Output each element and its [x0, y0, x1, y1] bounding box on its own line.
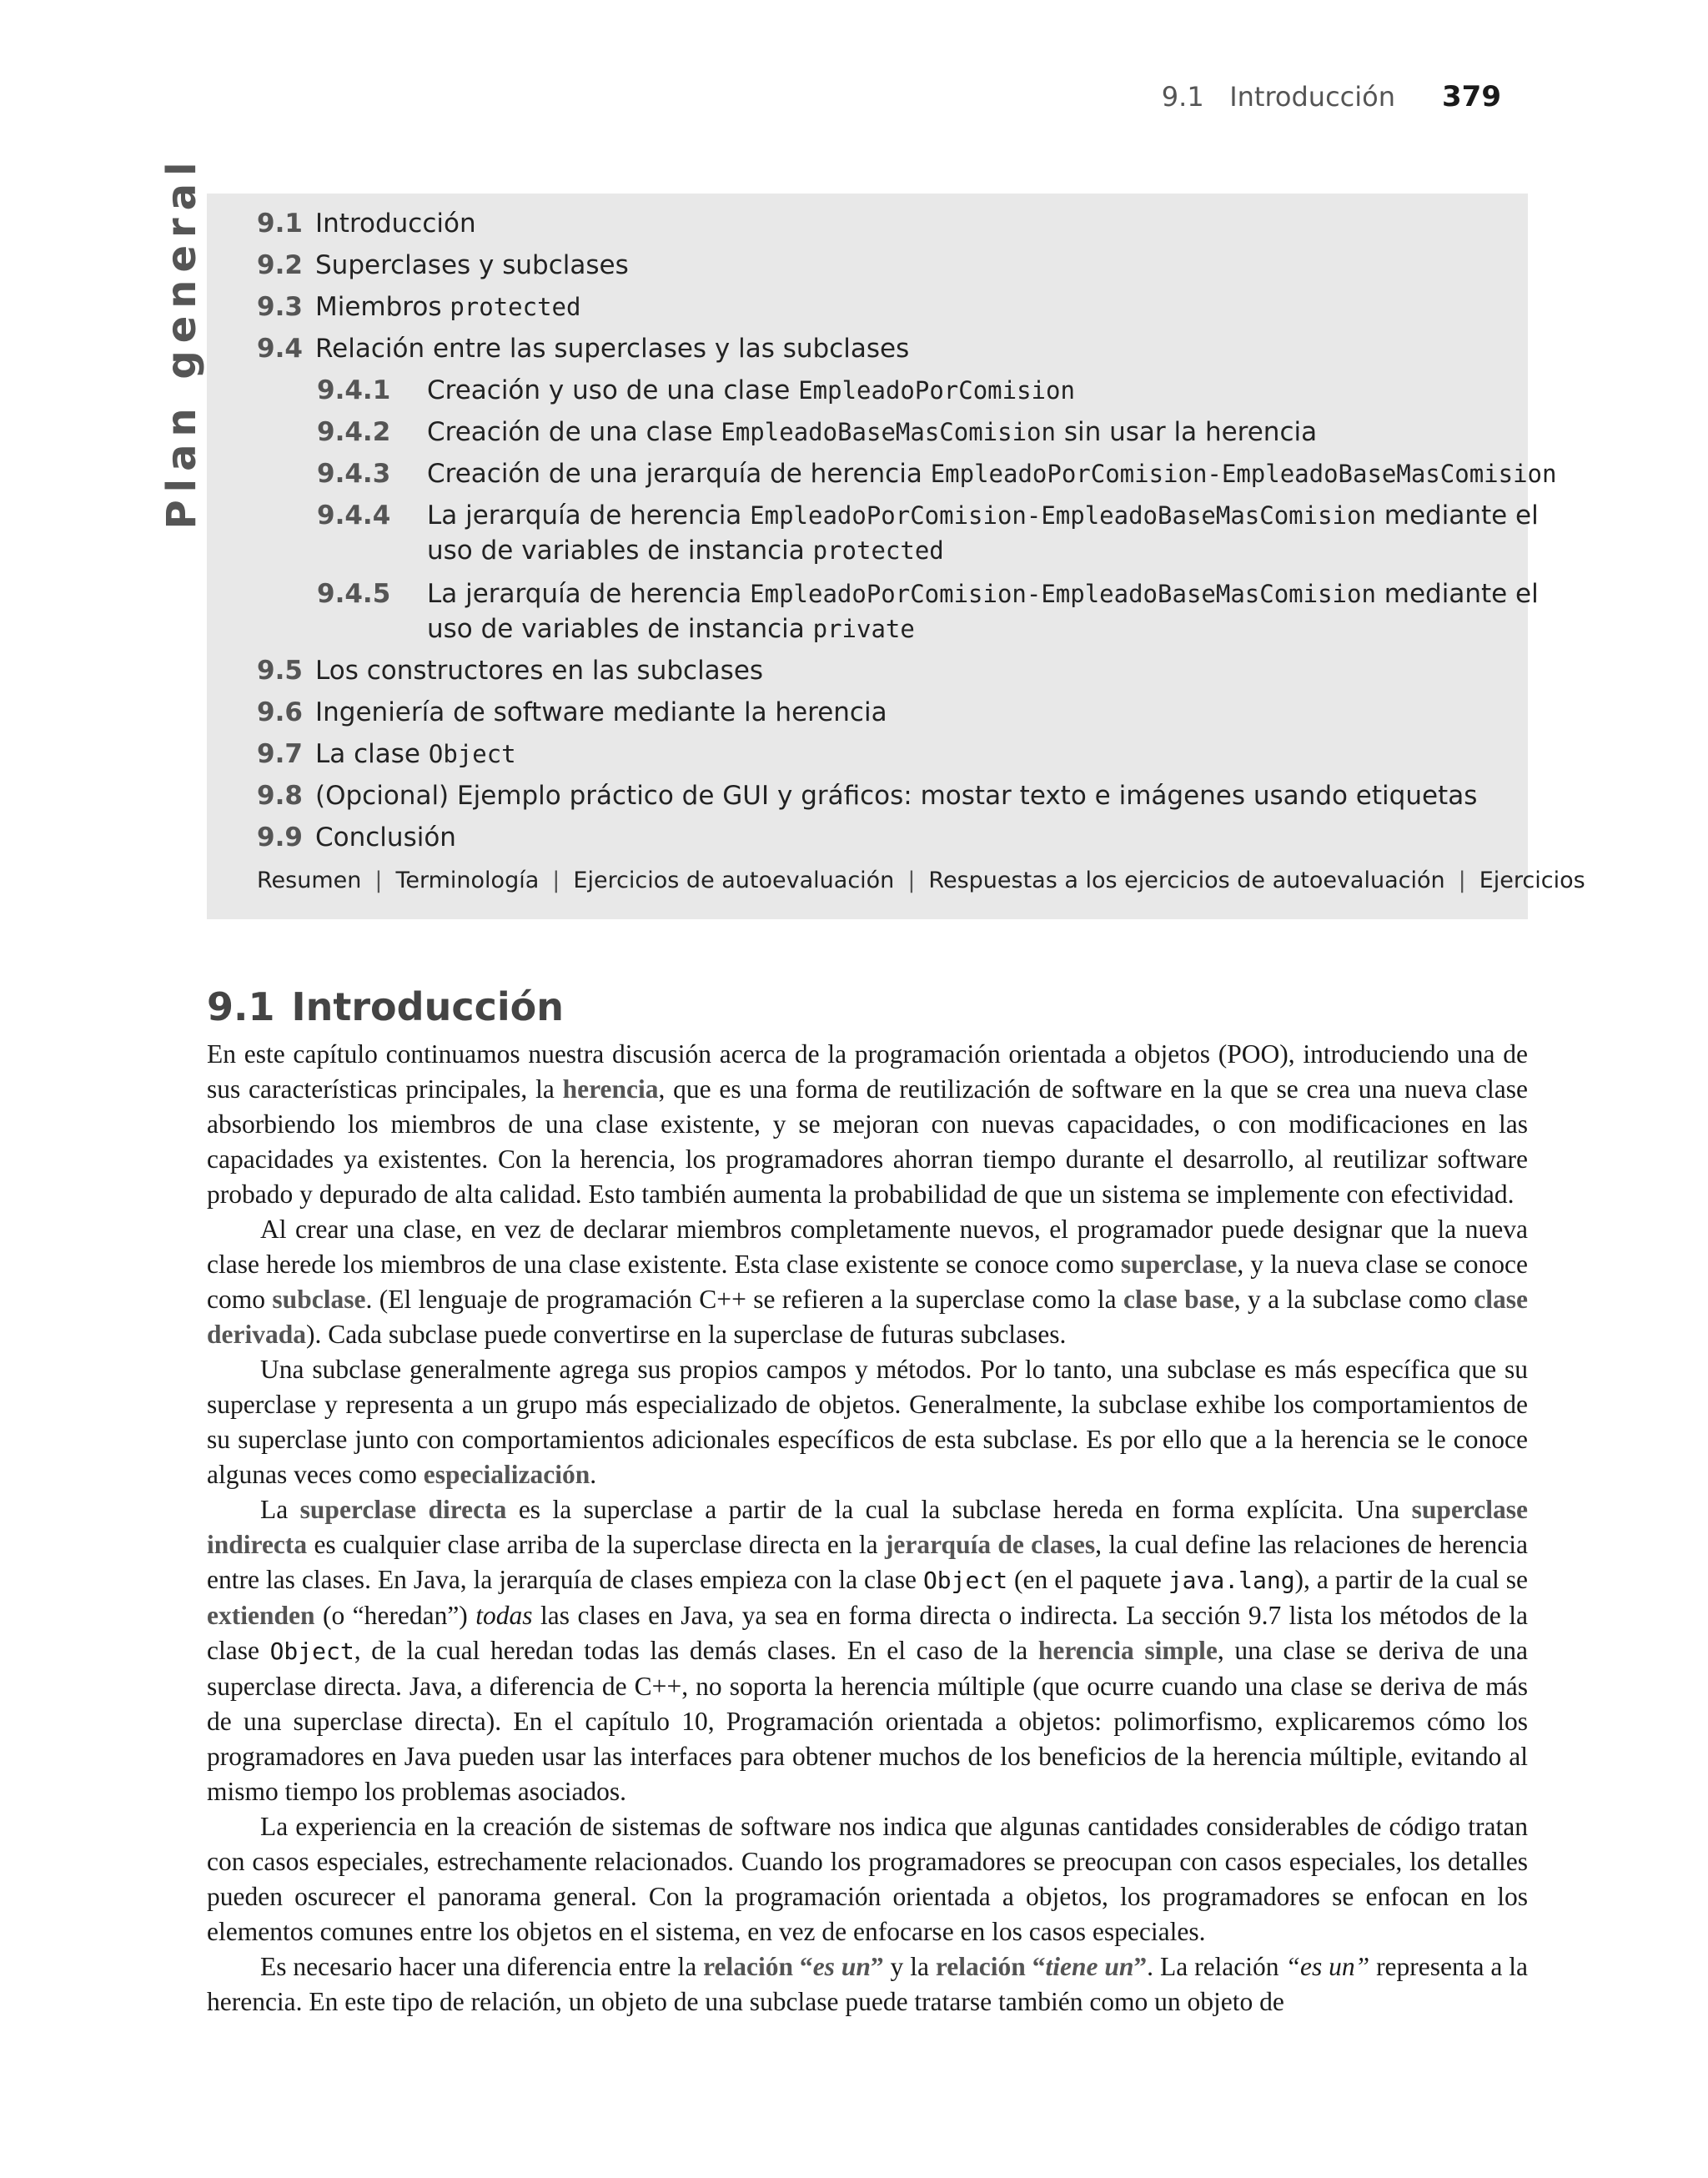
- key-term: relación “tiene un”: [935, 1952, 1148, 1981]
- side-label: [157, 154, 207, 530]
- toc-subitem[interactable]: [317, 497, 1539, 569]
- paragraph-1: En este capítulo continuamos nuestra discusión acerca de la programación orientada a objetos (POO), introduciendo una de sus características principales, la herencia, que es una forma de reutilización de software en la que se crea una nueva clase absorbiendo los miembros de una clase existente, y se mejoran con nuevas capacidades, o con modificaciones en las capacidades ya existentes. Con la herencia, los programadores ahorran tiempo durante el desarrollo, al reutilizar software probado y depurado de alta calidad. Esto también aumenta la probabilidad de que un sistema se implemente con efectividad.: [207, 1039, 1528, 1209]
- toc-item-code: EmpleadoPorComision-EmpleadoBaseMasComision: [930, 460, 1557, 488]
- footer-separator: |: [1458, 868, 1466, 893]
- toc-item-label: La clase: [315, 739, 429, 769]
- toc-item-code: EmpleadoBaseMasComision: [721, 418, 1056, 446]
- emphasis: “es un”: [1285, 1952, 1370, 1981]
- running-header-section: 9.1 Introducción: [1161, 81, 1396, 113]
- toc-item-code: private: [812, 615, 915, 643]
- footer-separator: |: [552, 868, 560, 893]
- section-title-text: Introducción: [291, 984, 564, 1029]
- footer-separator: |: [374, 868, 383, 893]
- toc-item[interactable]: [257, 736, 1511, 772]
- toc-item-number: 9.5: [257, 656, 303, 686]
- toc-item[interactable]: [257, 247, 1511, 284]
- side-label-text: Plan general: [158, 154, 205, 530]
- toc-item-number: 9.9: [257, 822, 303, 853]
- toc-item-label: Creación y uso de una clase: [427, 375, 799, 405]
- footer-separator: |: [907, 868, 916, 893]
- toc-item-label-line2: uso de variables de instancia: [427, 614, 813, 644]
- toc-subitem[interactable]: [317, 414, 1511, 450]
- body-text: [207, 1037, 1528, 2020]
- toc-item-code: EmpleadoPorComision: [798, 376, 1075, 405]
- toc-subitem[interactable]: [317, 455, 1557, 492]
- toc-item-number: 9.4.1: [317, 375, 391, 405]
- toc-item-number: 9.7: [257, 739, 303, 769]
- paragraph-6: Es necesario hacer una diferencia entre la relación “es un” y la relación “tiene un”. La relación “es un” representa a la herencia. En este tipo de relación, un objeto de una subclase puede tratarse también como un objeto de: [207, 1952, 1529, 2016]
- toc-item-label: Superclases y subclases: [315, 250, 629, 280]
- key-term: herencia: [562, 1074, 659, 1104]
- emphasis: todas: [475, 1601, 533, 1630]
- toc-item-label: Miembros: [315, 292, 450, 322]
- chapter-outline: [207, 194, 1585, 919]
- section-number: 9.1: [207, 984, 275, 1029]
- toc-item-number: 9.4.5: [317, 579, 391, 609]
- toc-item-label-line2: uso de variables de instancia: [427, 536, 813, 566]
- key-term: especialización: [423, 1460, 590, 1489]
- toc-item-label: Ingeniería de software mediante la herencia: [315, 697, 887, 727]
- section-heading: [207, 984, 564, 1029]
- paragraph-4: La superclase directa es la superclase a partir de la cual la subclase hereda en forma explícita. Una superclase indirecta es cualquier clase arriba de la superclase directa en la jerarquía de clases, la cual define las relaciones de herencia entre las clases. En Java, la jerarquía de clases empieza con la clase Object (en el paquete java.lang), a partir de la cual se extienden (o “heredan”) todas las clases en Java, ya sea en forma directa o indirecta. La sección 9.7 lista los métodos de la clase Object, de la cual heredan todas las demás clases. En el caso de la herencia simple, una clase se deriva de una superclase directa. Java, a diferencia de C++, no soporta la herencia múltiple (que ocurre cuando una clase se deriva de más de una superclase directa). En el capítulo 10, Programación orientada a objetos: polimorfismo, explicaremos cómo los programadores en Java pueden usar las interfaces para obtener muchos de los beneficios de la herencia múltiple, evitando al mismo tiempo los problemas asociados.: [207, 1495, 1529, 1806]
- toc-item-label: Relación entre las superclases y las subclases: [315, 334, 910, 364]
- toc-item-number: 9.6: [257, 697, 303, 727]
- toc-subitem[interactable]: [317, 372, 1511, 409]
- inline-code: Object: [269, 1637, 354, 1665]
- paragraph-3: Una subclase generalmente agrega sus propios campos y métodos. Por lo tanto, una subclase es más específica que su superclase y representa a un grupo más especializado de objetos. Generalmente, la subclase exhibe los comportamientos de su superclase junto con comportamientos adicionales específicos de esta subclase. Es por ello que a la herencia se le conoce algunas veces como especialización.: [207, 1355, 1528, 1489]
- toc-item-code: protected: [812, 536, 944, 565]
- toc-item-label: Conclusión: [315, 822, 456, 853]
- key-term: superclase directa: [299, 1495, 507, 1524]
- toc-item-label: Creación de una clase: [427, 417, 721, 447]
- toc-item[interactable]: [257, 205, 1511, 242]
- inline-code: java.lang: [1168, 1567, 1295, 1594]
- key-term: clase derivada: [207, 1285, 1529, 1349]
- footer-link-respuestas[interactable]: Respuestas a los ejercicios de autoevaluación: [928, 868, 1445, 893]
- toc-item-label-after: sin usar la herencia: [1055, 417, 1318, 447]
- key-term: herencia simple: [1037, 1636, 1218, 1665]
- toc-item-number: 9.2: [257, 250, 303, 280]
- key-term: subclase: [272, 1285, 366, 1314]
- inline-code: Object: [922, 1567, 1008, 1594]
- paragraph-2: Al crear una clase, en vez de declarar miembros completamente nuevos, el programador puede designar que la nueva clase herede los miembros de una clase existente. Esta clase existente se conoce como superclase, y la nueva clase se conoce como subclase. (El lenguaje de programación C++ se refieren a la superclase como la clase base, y a la subclase como clase derivada). Cada subclase puede convertirse en la superclase de futuras subclases.: [207, 1215, 1529, 1349]
- key-term: extienden: [207, 1601, 315, 1630]
- toc-item-code: protected: [450, 293, 581, 321]
- toc-item-label-after: mediante el: [1375, 500, 1539, 531]
- footer-link-terminologia[interactable]: Terminología: [395, 868, 540, 893]
- key-term: superclase indirecta: [207, 1495, 1528, 1559]
- page-number: 379: [1442, 80, 1501, 113]
- toc-item-label: Los constructores en las subclases: [315, 656, 764, 686]
- toc-item-label: Creación de una jerarquía de herencia: [427, 459, 931, 489]
- footer-link-autoevaluacion[interactable]: Ejercicios de autoevaluación: [573, 868, 895, 893]
- toc-item[interactable]: [257, 652, 1511, 689]
- toc-subitem[interactable]: [317, 576, 1539, 647]
- toc-item-number: 9.8: [257, 781, 303, 811]
- toc-item-label: La jerarquía de herencia: [427, 500, 751, 531]
- key-term: relación “es un”: [703, 1952, 884, 1981]
- toc-item[interactable]: [257, 289, 1511, 325]
- key-term: clase base: [1123, 1285, 1234, 1314]
- toc-item-number: 9.3: [257, 292, 303, 322]
- key-term: jerarquía de clases: [884, 1530, 1096, 1559]
- toc-item-code: EmpleadoPorComision-EmpleadoBaseMasComision: [750, 580, 1376, 608]
- footer-link-resumen[interactable]: Resumen: [257, 868, 362, 893]
- outline-footer: [257, 868, 1585, 893]
- toc-item-number: 9.1: [257, 209, 303, 239]
- toc-item[interactable]: [257, 694, 1511, 731]
- footer-link-ejercicios[interactable]: Ejercicios: [1479, 868, 1585, 893]
- toc-item-number: 9.4.2: [317, 417, 391, 447]
- toc-item-number: 9.4.3: [317, 459, 391, 489]
- toc-item[interactable]: [257, 819, 1511, 856]
- toc-item-number: 9.4: [257, 334, 303, 364]
- toc-item[interactable]: [257, 777, 1511, 814]
- key-term: superclase: [1120, 1250, 1238, 1279]
- toc-item-label: (Opcional) Ejemplo práctico de GUI y gráficos: mostar texto e imágenes usando etiquetas: [315, 781, 1478, 811]
- toc-item-code: EmpleadoPorComision-EmpleadoBaseMasComision: [750, 501, 1376, 530]
- toc-item-label: La jerarquía de herencia: [427, 579, 751, 609]
- running-header: [1162, 80, 1501, 113]
- toc-item-label: Introducción: [315, 209, 476, 239]
- toc-item-label-after: mediante el: [1375, 579, 1539, 609]
- toc-item-number: 9.4.4: [317, 500, 391, 531]
- toc-item-code: Object: [428, 740, 516, 768]
- toc-item[interactable]: [257, 330, 1511, 367]
- paragraph-5: La experiencia en la creación de sistemas de software nos indica que algunas cantidades considerables de código tratan con casos especiales, estrechamente relacionados. Cuando los programadores se preocupan con casos especiales, los detalles pueden oscurecer el panorama general. Con la programación orientada a objetos, los programadores se enfocan en los elementos comunes entre los objetos en el sistema, en vez de enfocarse en los casos especiales.: [207, 1812, 1528, 1946]
